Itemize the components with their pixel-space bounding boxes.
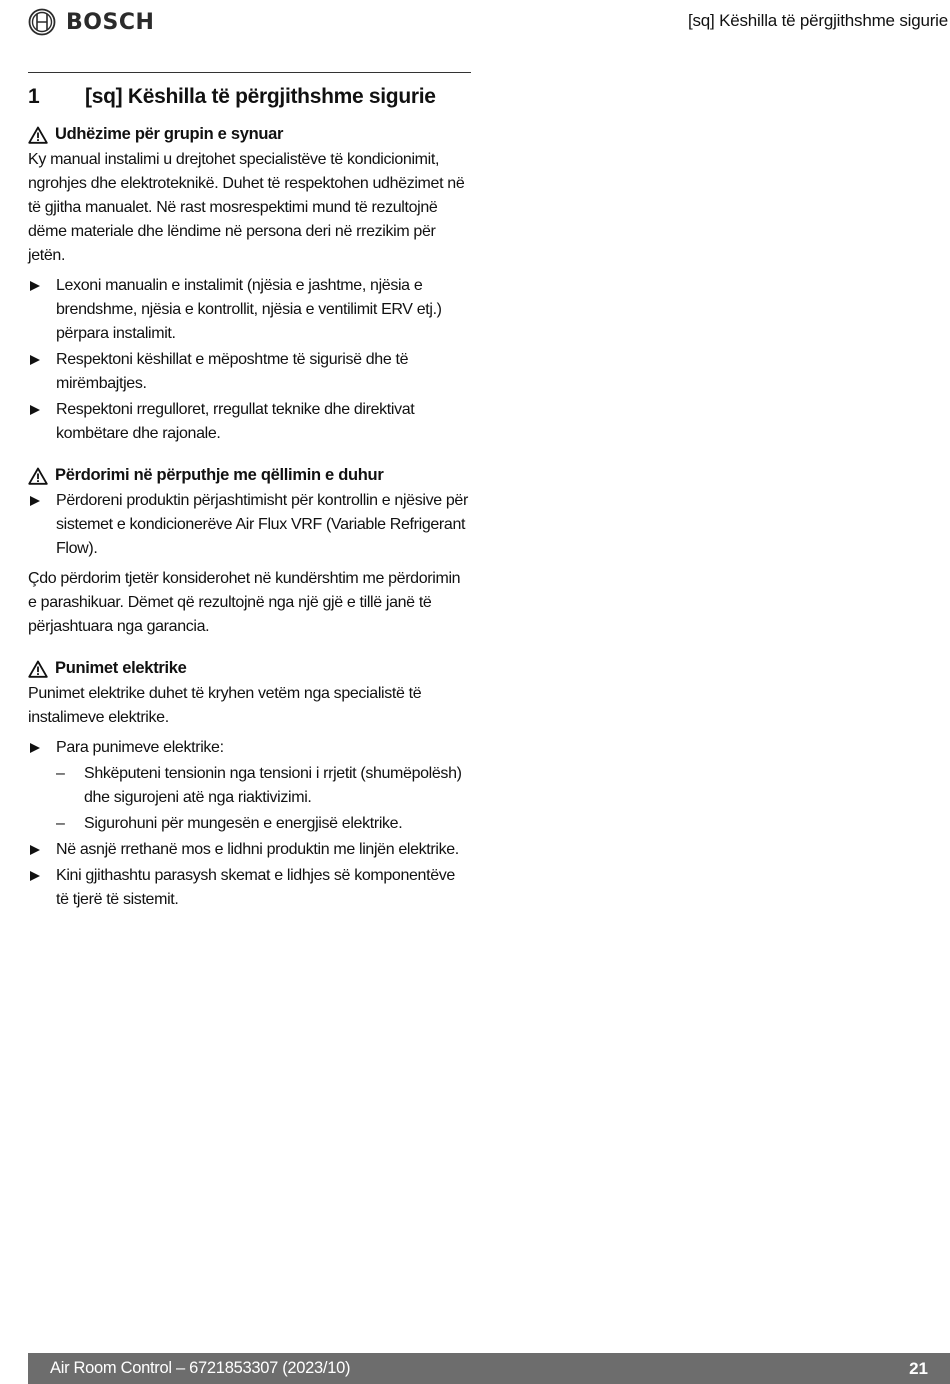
section-electrical-work [28, 659, 471, 912]
bullet-arrow-icon [30, 743, 40, 753]
chapter-title [28, 85, 471, 109]
list-item-text: Kini gjithashtu parasysh skemat e lidhjes së komponentëve të tjerë të sistemit. [56, 867, 455, 908]
list-item-text: Respektoni këshillat e mëposhtme të sigurisë dhe të mirëmbajtjes. [56, 351, 409, 392]
dash-marker: – [56, 765, 65, 782]
bosch-logo [28, 8, 154, 36]
running-header: [sq] Këshilla të përgjithshme sigurie [687, 11, 948, 30]
page-number: 21 [909, 1358, 928, 1378]
sub-list-item [28, 812, 471, 836]
list-item [28, 864, 471, 912]
list-item [28, 489, 471, 561]
page-footer [28, 1353, 950, 1384]
bosch-armature-icon [28, 8, 56, 36]
section-intended-use [28, 466, 471, 639]
dash-list [28, 762, 471, 836]
brand-name: BOSCH [66, 9, 155, 35]
paragraph: Ky manual instalimi u drejtohet specialistëve të kondicionimit, ngrohjes dhe elektroteknikë. Duhet të respektohen udhëzimet në të gjitha manualet. Në rast mosrespektimi mund të rezultojnë dëme materiale dhe lëndime në persona deri në rrezikim për jetën. [28, 151, 465, 264]
list-item [28, 736, 471, 836]
bullet-list [28, 274, 471, 446]
bullet-arrow-icon [30, 355, 40, 365]
section-heading-text: Përdorimi në përputhje me qëllimin e duhur [55, 466, 384, 484]
footer-doc-info: Air Room Control – 6721853307 (2023/10) [50, 1359, 351, 1377]
list-item-text: Lexoni manualin e instalimit (njësia e jashtme, njësia e brendshme, njësia e kontrollit, njësia e ventilimit ERV etj.) përpara instalimit. [56, 277, 442, 342]
list-item [28, 838, 471, 862]
section-heading-text: Punimet elektrike [55, 659, 187, 677]
list-item-text: Në asnjë rrethanë mos e lidhni produktin me linjën elektrike. [56, 841, 459, 858]
page-content [28, 72, 471, 914]
warning-icon [28, 126, 48, 144]
section-heading-text: Udhëzime për grupin e synuar [55, 125, 284, 143]
bullet-arrow-icon [30, 845, 40, 855]
chapter-number: 1 [28, 85, 40, 108]
bullet-list [28, 736, 471, 912]
section-target-group [28, 125, 471, 446]
bullet-arrow-icon [30, 496, 40, 506]
warning-icon [28, 467, 48, 485]
divider [28, 72, 471, 73]
list-item [28, 348, 471, 396]
list-item-text: Respektoni rregulloret, rregullat teknike dhe direktivat kombëtare dhe rajonale. [56, 401, 415, 442]
bullet-list [28, 489, 471, 561]
section-heading [28, 659, 471, 678]
section-heading [28, 125, 471, 144]
bullet-arrow-icon [30, 405, 40, 415]
list-item-text: Përdoreni produktin përjashtimisht për kontrollin e njësive për sistemet e kondicionerëve Air Flux VRF (Variable Refrigerant Flow). [56, 492, 468, 557]
sub-list-item-text: Sigurohuni për mungesën e energjisë elektrike. [84, 815, 403, 832]
list-item [28, 274, 471, 346]
paragraph: Punimet elektrike duhet të kryhen vetëm nga specialistë të instalimeve elektrike. [28, 685, 422, 726]
bullet-arrow-icon [30, 281, 40, 291]
sub-list-item [28, 762, 471, 810]
chapter-title-text: [sq] Këshilla të përgjithshme sigurie [85, 85, 436, 108]
bullet-arrow-icon [30, 871, 40, 881]
warning-icon [28, 660, 48, 678]
list-item-text: Para punimeve elektrike: [56, 739, 224, 756]
section-heading [28, 466, 471, 485]
paragraph: Çdo përdorim tjetër konsiderohet në kundërshtim me përdorimin e parashikuar. Dëmet që rezultojnë nga një gjë e tillë janë të përjashtuara nga garancia. [28, 570, 461, 635]
dash-marker: – [56, 815, 65, 832]
sub-list-item-text: Shkëputeni tensionin nga tensioni i rrjetit (shumëpolësh) dhe sigurojeni atë nga riaktivizimi. [84, 765, 462, 806]
list-item [28, 398, 471, 446]
